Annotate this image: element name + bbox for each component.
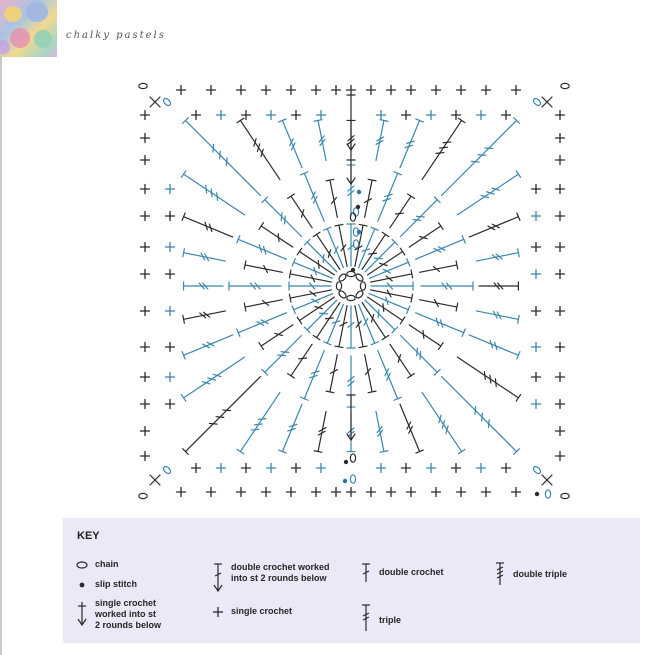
- single-crochet-symbol: [141, 243, 150, 252]
- triple-symbol: [183, 249, 226, 261]
- single-crochet-symbol: [457, 488, 466, 497]
- single-crochet-symbol: [177, 488, 186, 497]
- double-triple-symbol: [457, 357, 520, 401]
- double-crochet-symbol: [288, 344, 312, 378]
- chain-symbol: [355, 290, 365, 300]
- slip-stitch-symbol: [344, 460, 348, 464]
- single-crochet-symbol: [556, 400, 565, 409]
- single-crochet-symbol: [477, 464, 486, 473]
- chain-symbol: [162, 97, 172, 107]
- single-crochet-symbol: [312, 488, 321, 497]
- chain-symbol: [360, 282, 365, 290]
- single-crochet-symbol: [432, 86, 441, 95]
- stitch-two-rounds-below-symbol: [347, 160, 355, 184]
- key-item-sc-below: [75, 598, 161, 632]
- single-crochet-symbol: [262, 86, 271, 95]
- double-crochet-symbol: [289, 290, 331, 302]
- chain-symbol: [561, 493, 569, 498]
- single-crochet-symbol: [287, 86, 296, 95]
- double-triple-symbol: [457, 171, 520, 215]
- single-crochet-symbol: [482, 488, 491, 497]
- triple-symbol: [416, 236, 466, 260]
- slip-stitch-symbol: [357, 190, 361, 194]
- single-crochet-symbol: [387, 488, 396, 497]
- triple-symbol: [378, 351, 402, 401]
- double-triple-symbol: [183, 377, 261, 455]
- key-item-chain: [75, 559, 119, 571]
- single-crochet-symbol: [556, 343, 565, 352]
- header-title: chalky pastels: [66, 30, 166, 41]
- key-label-dc: double crochet: [379, 567, 444, 577]
- triple-symbol: [184, 282, 223, 290]
- chain-symbol: [338, 273, 348, 283]
- triple-symbol: [400, 119, 423, 168]
- single-crochet-symbol: [237, 86, 246, 95]
- stitch-two-rounds-below-symbol: [347, 95, 355, 150]
- single-crochet-symbol: [387, 86, 396, 95]
- single-crochet-symbol: [262, 488, 271, 497]
- double-crochet-symbol: [409, 223, 443, 247]
- double-triple-symbol: [237, 392, 280, 453]
- key-label-chain: chain: [95, 559, 119, 569]
- single-crochet-symbol: [402, 111, 411, 120]
- double-triple-symbol: [181, 357, 244, 401]
- double-triple-symbol: [422, 392, 465, 453]
- single-crochet-symbol: [317, 111, 326, 120]
- double-crochet-symbol: [259, 223, 293, 247]
- single-crochet-symbol: [556, 212, 565, 221]
- single-crochet-symbol: [141, 400, 150, 409]
- double-triple-symbol: [442, 118, 520, 196]
- triple-symbol: [376, 412, 388, 453]
- single-crochet-symbol: [502, 111, 511, 120]
- triple-symbol: [477, 311, 520, 323]
- key-label-dc-below: double crochet worked into st 2 rounds below: [231, 562, 330, 583]
- slip-stitch-symbol: [357, 230, 361, 234]
- single-crochet-symbol: [556, 427, 565, 436]
- single-crochet-symbol: [477, 111, 486, 120]
- single-crochet-symbol: [267, 111, 276, 120]
- triple-symbol: [469, 213, 520, 237]
- single-crochet-symbol: [317, 464, 326, 473]
- triple-symbol: [279, 404, 302, 453]
- single-crochet-plus-icon: [211, 606, 231, 618]
- single-crochet-symbol: [452, 464, 461, 473]
- stitch-key-panel: [63, 518, 640, 643]
- chain-symbol: [532, 97, 542, 107]
- single-crochet-symbol: [166, 400, 175, 409]
- single-crochet-symbol: [141, 185, 150, 194]
- chain-symbol: [162, 465, 172, 475]
- single-crochet-symbol: [312, 86, 321, 95]
- chain-symbol: [347, 271, 355, 276]
- chain-symbol: [338, 290, 348, 300]
- single-crochet-symbol: [427, 464, 436, 473]
- double-crochet-symbol: [326, 179, 337, 217]
- single-crochet-symbol: [141, 270, 150, 279]
- single-crochet-symbol: [556, 452, 565, 461]
- corner-stitch-symbol: [542, 475, 552, 485]
- key-item-dtr: [493, 561, 567, 587]
- single-crochet-symbol: [141, 452, 150, 461]
- double-triple-symbol: [237, 118, 280, 179]
- single-crochet-symbol: [292, 111, 301, 120]
- double-crochet-symbol: [326, 355, 337, 393]
- double-crochet-symbol: [420, 300, 458, 311]
- single-crochet-symbol: [532, 243, 541, 252]
- single-crochet-symbol: [141, 212, 150, 221]
- double-crochet-symbol: [288, 194, 312, 228]
- single-crochet-symbol: [217, 111, 226, 120]
- triple-symbol: [479, 282, 518, 290]
- double-crochet-symbol: [365, 355, 376, 393]
- chain-symbol: [545, 490, 550, 498]
- single-crochet-symbol: [432, 488, 441, 497]
- slip-stitch-symbol: [351, 268, 355, 272]
- single-crochet-symbol: [166, 343, 175, 352]
- single-crochet-symbol: [166, 185, 175, 194]
- single-crochet-symbol: [332, 488, 341, 497]
- single-crochet-symbol: [166, 270, 175, 279]
- double-crochet-symbol: [371, 290, 413, 302]
- single-crochet-symbol: [242, 464, 251, 473]
- chain-symbol: [336, 282, 341, 290]
- single-crochet-symbol: [141, 111, 150, 120]
- double-crochet-symbol: [335, 224, 347, 266]
- key-item-sc: [211, 606, 292, 618]
- single-crochet-symbol: [141, 307, 150, 316]
- double-crochet-icon: [359, 562, 379, 584]
- triple-symbol: [237, 313, 287, 337]
- double-crochet-symbol: [244, 300, 282, 311]
- double-crochet-symbol: [289, 270, 331, 282]
- chain-oval-icon: [75, 559, 95, 571]
- double-crochet-symbol: [371, 270, 413, 282]
- single-crochet-symbol: [407, 86, 416, 95]
- single-crochet-symbol: [556, 156, 565, 165]
- single-crochet-symbol: [166, 243, 175, 252]
- triple-icon: [359, 603, 379, 633]
- double-crochet-symbol: [365, 179, 376, 217]
- single-crochet-symbol: [402, 464, 411, 473]
- single-crochet-symbol: [367, 86, 376, 95]
- single-crochet-symbol: [377, 464, 386, 473]
- double-triple-symbol: [183, 118, 261, 196]
- single-crochet-symbol: [532, 373, 541, 382]
- slip-stitch-symbol: [356, 205, 360, 209]
- chain-symbol: [139, 493, 147, 498]
- double-crochet-symbol: [390, 194, 414, 228]
- single-crochet-symbol: [237, 488, 246, 497]
- double-crochet-symbol: [289, 282, 331, 290]
- double-crochet-symbol: [371, 282, 413, 290]
- key-label-sc-below: single crochet worked into st 2 rounds below: [95, 598, 162, 630]
- double-crochet-symbol: [335, 306, 347, 348]
- double-crochet-symbol: [347, 306, 355, 348]
- key-label-tr: triple: [379, 615, 402, 625]
- key-item-dc: [359, 562, 444, 584]
- chain-symbol: [139, 83, 147, 88]
- triple-symbol: [279, 119, 302, 168]
- single-crochet-symbol: [556, 373, 565, 382]
- single-crochet-symbol: [457, 86, 466, 95]
- sc-two-rounds-below-icon: [75, 598, 95, 632]
- single-crochet-symbol: [556, 134, 565, 143]
- chain-symbol: [347, 295, 355, 300]
- double-crochet-symbol: [390, 344, 414, 378]
- single-crochet-symbol: [207, 86, 216, 95]
- slip-stitch-symbol: [343, 479, 347, 483]
- single-crochet-symbol: [512, 488, 521, 497]
- single-crochet-symbol: [556, 270, 565, 279]
- key-title: KEY: [77, 530, 100, 542]
- single-crochet-symbol: [166, 307, 175, 316]
- single-crochet-symbol: [192, 464, 201, 473]
- single-crochet-symbol: [532, 185, 541, 194]
- single-crochet-symbol: [207, 488, 216, 497]
- triple-symbol: [477, 249, 520, 261]
- single-crochet-symbol: [532, 400, 541, 409]
- single-crochet-symbol: [166, 373, 175, 382]
- chain-symbol: [532, 465, 542, 475]
- triple-symbol: [182, 335, 233, 359]
- single-crochet-symbol: [502, 464, 511, 473]
- key-item-tr: [359, 603, 401, 633]
- single-crochet-symbol: [287, 488, 296, 497]
- chain-symbol: [561, 83, 569, 88]
- single-crochet-symbol: [192, 111, 201, 120]
- single-crochet-symbol: [377, 111, 386, 120]
- triple-symbol: [314, 120, 326, 161]
- single-crochet-symbol: [556, 185, 565, 194]
- chain-symbol: [350, 475, 355, 483]
- dc-two-rounds-below-icon: [211, 562, 231, 596]
- corner-stitch-symbol: [542, 97, 552, 107]
- single-crochet-symbol: [532, 343, 541, 352]
- triple-symbol: [229, 282, 281, 290]
- single-crochet-symbol: [267, 464, 276, 473]
- single-crochet-symbol: [217, 464, 226, 473]
- single-crochet-symbol: [141, 373, 150, 382]
- single-crochet-symbol: [512, 86, 521, 95]
- double-triple-symbol: [181, 171, 244, 215]
- double-crochet-symbol: [365, 239, 398, 272]
- single-crochet-symbol: [141, 343, 150, 352]
- double-triple-symbol: [442, 377, 520, 455]
- double-crochet-symbol: [355, 224, 367, 266]
- single-crochet-symbol: [367, 488, 376, 497]
- single-crochet-symbol: [556, 243, 565, 252]
- triple-symbol: [314, 412, 326, 453]
- triple-symbol: [469, 335, 520, 359]
- single-crochet-symbol: [556, 307, 565, 316]
- single-crochet-symbol: [347, 488, 356, 497]
- chain-symbol: [350, 454, 355, 462]
- triple-symbol: [301, 172, 325, 222]
- key-label-dtr: double triple: [513, 569, 567, 579]
- double-crochet-symbol: [259, 325, 293, 349]
- triple-symbol: [183, 311, 226, 323]
- triple-symbol: [400, 404, 423, 453]
- chain-symbol: [353, 240, 358, 248]
- corner-stitch-symbol: [150, 475, 160, 485]
- slip-stitch-dot-icon: [75, 579, 95, 591]
- single-crochet-symbol: [141, 427, 150, 436]
- single-crochet-symbol: [427, 111, 436, 120]
- corner-stitch-symbol: [150, 97, 160, 107]
- slip-stitch-symbol: [535, 492, 539, 496]
- single-crochet-symbol: [332, 86, 341, 95]
- single-crochet-symbol: [556, 111, 565, 120]
- double-crochet-symbol: [244, 261, 282, 272]
- key-item-slip-stitch: [75, 579, 137, 591]
- single-crochet-symbol: [532, 212, 541, 221]
- chain-symbol: [355, 273, 365, 283]
- key-label-slip-stitch: slip stitch: [95, 579, 138, 589]
- single-crochet-symbol: [532, 307, 541, 316]
- triple-symbol: [182, 213, 233, 237]
- key-label-sc: single crochet: [231, 606, 293, 616]
- single-crochet-symbol: [532, 270, 541, 279]
- double-crochet-symbol: [355, 306, 367, 348]
- double-crochet-symbol: [304, 239, 337, 272]
- single-crochet-symbol: [407, 488, 416, 497]
- single-crochet-symbol: [141, 134, 150, 143]
- double-triple-symbol: [422, 118, 465, 179]
- single-crochet-symbol: [292, 464, 301, 473]
- double-crochet-symbol: [420, 261, 458, 272]
- single-crochet-symbol: [347, 86, 356, 95]
- double-crochet-symbol: [304, 300, 337, 333]
- double-triple-icon: [493, 561, 513, 587]
- double-crochet-symbol: [409, 325, 443, 349]
- key-item-dc-below: [211, 562, 330, 596]
- single-crochet-symbol: [166, 212, 175, 221]
- triple-symbol: [421, 282, 473, 290]
- single-crochet-symbol: [141, 156, 150, 165]
- double-crochet-symbol: [365, 300, 398, 333]
- single-crochet-symbol: [177, 86, 186, 95]
- triple-symbol: [376, 120, 388, 161]
- single-crochet-symbol: [482, 86, 491, 95]
